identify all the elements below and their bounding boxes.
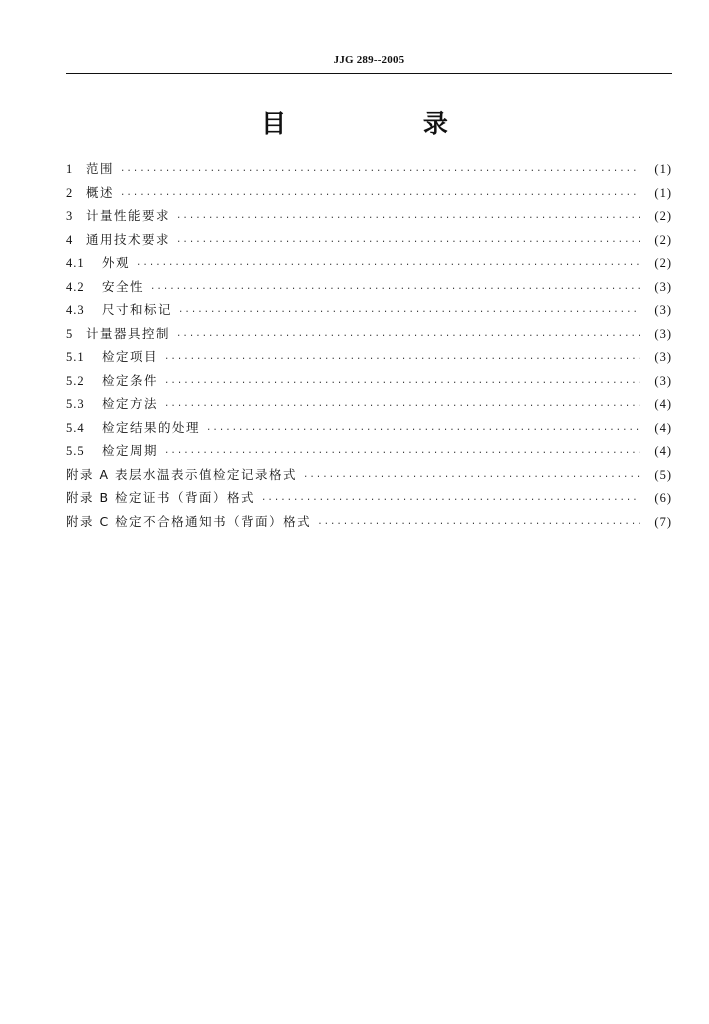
dot-leader [303,472,640,482]
toc-entry-label: 检定周期 [102,443,159,458]
dot-leader [164,401,640,411]
standard-code: JJG 289--2005 [333,54,405,66]
toc-entry-page: (3) [654,279,672,294]
toc-entry-label: 概述 [86,184,115,200]
dot-leader [120,190,640,200]
dot-leader [136,260,640,270]
toc-entry-page: (2) [654,232,672,247]
dot-leader [261,495,640,505]
toc-entry-page: (2) [654,256,672,270]
toc-entry[interactable] [66,347,672,371]
toc-entry-page: (4) [654,444,672,458]
toc-entry-number: 5.3 [66,397,85,411]
table-of-contents [66,159,672,535]
dot-leader [150,284,640,294]
dot-leader [176,331,640,341]
toc-entry-page: (3) [654,326,672,341]
toc-entry-number: 4.1 [66,256,85,270]
toc-entry[interactable] [66,230,672,254]
dot-leader [176,213,640,223]
toc-entry[interactable] [66,277,672,301]
toc-entry-number: 2 [66,185,74,200]
toc-entry[interactable] [66,418,672,442]
toc-entry-page: (3) [654,373,672,388]
dot-leader [120,166,640,176]
toc-entry-number: 5.1 [66,350,85,364]
toc-entry[interactable] [66,300,672,324]
toc-entry-page: (6) [654,491,672,505]
dot-leader [164,354,640,364]
toc-entry-number: 1 [66,162,74,176]
toc-entry-page: (5) [654,467,672,482]
toc-entry-page: (1) [654,185,672,200]
toc-entry[interactable] [66,465,672,489]
toc-entry-number: 5.2 [66,373,85,388]
toc-entry-label: 范围 [86,161,115,176]
toc-entry[interactable] [66,159,672,183]
toc-entry[interactable] [66,183,672,207]
toc-entry[interactable] [66,488,672,512]
toc-entry-page: (4) [654,420,672,435]
toc-entry[interactable] [66,324,672,348]
dot-leader [206,425,640,435]
toc-entry[interactable] [66,253,672,277]
toc-entry-number: 5 [66,326,74,341]
header-rule [66,73,672,74]
toc-entry-page: (2) [654,209,672,223]
toc-entry-label: 外观 [102,255,131,270]
dot-leader [176,237,640,247]
dot-leader [178,307,640,317]
toc-entry[interactable] [66,206,672,230]
page-title: 目 录 [261,109,512,138]
toc-entry-page: (7) [654,514,672,529]
toc-entry[interactable] [66,394,672,418]
toc-entry[interactable] [66,441,672,465]
toc-entry-page: (4) [654,397,672,411]
toc-entry-label: 计量器具控制 [86,325,171,341]
toc-entry-label: 计量性能要求 [86,208,171,223]
toc-entry-label: 附录 B 检定证书（背面）格式 [66,490,256,505]
toc-entry-page: (3) [654,303,672,317]
toc-entry-page: (3) [654,350,672,364]
toc-entry-page: (1) [654,162,672,176]
dot-leader [317,519,640,529]
toc-entry-label: 检定条件 [102,372,159,388]
toc-entry-number: 5.4 [66,420,85,435]
toc-entry[interactable] [66,512,672,536]
dot-leader [164,448,640,458]
toc-entry-label: 附录 C 检定不合格通知书（背面）格式 [66,513,312,529]
running-header [66,52,672,76]
toc-entry-label: 通用技术要求 [86,231,171,247]
toc-entry-number: 4.3 [66,303,85,317]
toc-entry-number: 4 [66,232,74,247]
toc-entry-number: 4.2 [66,279,85,294]
toc-entry[interactable] [66,371,672,395]
toc-entry-number: 3 [66,209,74,223]
toc-entry-label: 检定项目 [102,349,159,364]
toc-entry-label: 检定方法 [102,396,159,411]
toc-entry-label: 检定结果的处理 [102,419,201,435]
toc-entry-label: 附录 A 表层水温表示值检定记录格式 [66,466,297,482]
toc-entry-label: 安全性 [102,278,145,294]
toc-entry-number: 5.5 [66,444,85,458]
dot-leader [164,378,640,388]
toc-entry-label: 尺寸和标记 [102,302,173,317]
